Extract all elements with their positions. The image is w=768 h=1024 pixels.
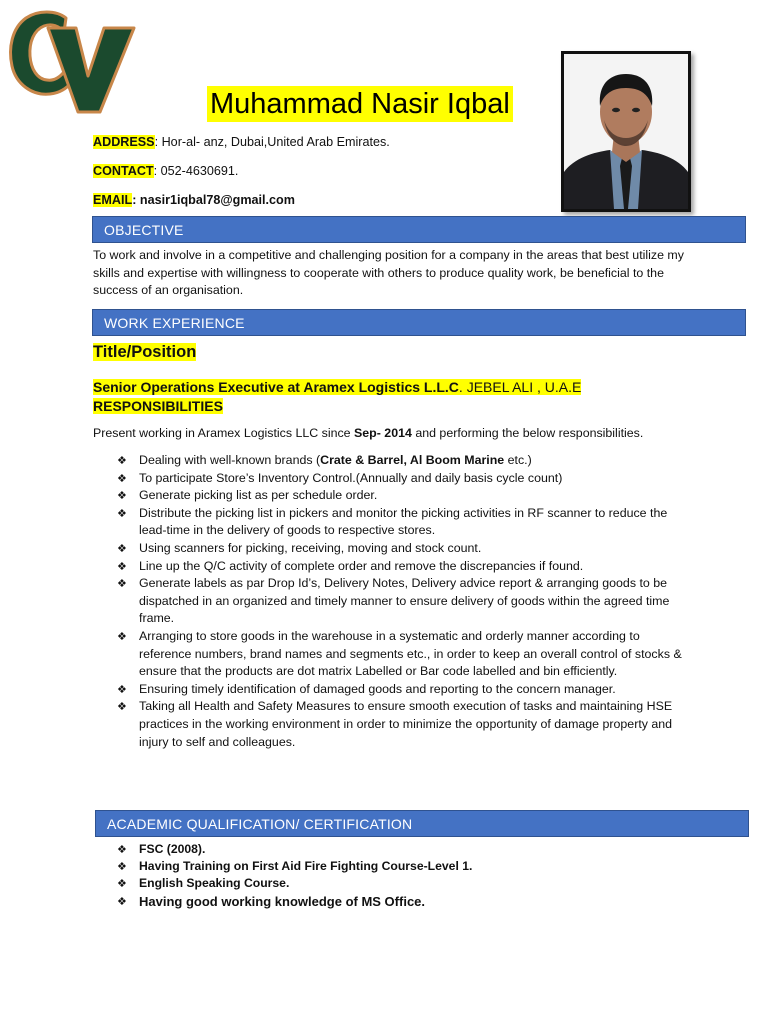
responsibilities-list: [117, 452, 687, 751]
list-item-text: Using scanners for picking, receiving, moving and stock count.: [139, 540, 482, 555]
list-item-text: Arranging to store goods in the warehouse in a systematic and orderly manner according to reference numbers, brand names and segments etc., in order to keep an overall control of stocks & ensure that the products are dot matrix Labelled or Bar code labelled and bin efficiently.: [139, 628, 682, 679]
list-item: [117, 858, 679, 875]
list-item-text: Ensuring timely identification of damaged goods and reporting to the concern manager.: [139, 681, 616, 696]
cv-logo: [4, 4, 138, 116]
list-item: [117, 505, 687, 540]
responsibilities-heading: [93, 397, 223, 416]
diamond-bullet-icon: ❖: [117, 454, 127, 467]
job-title-line: [93, 378, 581, 397]
list-item: [117, 893, 679, 910]
list-item: [117, 470, 687, 488]
diamond-bullet-icon: ❖: [117, 506, 127, 520]
portrait-photo: [561, 51, 691, 212]
address-line: [93, 134, 390, 150]
diamond-bullet-icon: ❖: [117, 877, 127, 891]
objective-text: To work and involve in a competitive and challenging position for a company in the areas that best utilize my skills and expertise with willingness to cooperate with others to produce quality work, be beneficial to the success of an organisation.: [93, 248, 684, 298]
list-item-text: To participate Store’s Inventory Control.(Annually and daily basis cycle count): [139, 470, 563, 485]
list-item: [117, 540, 687, 558]
address-label: ADDRESS: [93, 135, 155, 149]
diamond-bullet-icon: ❖: [117, 682, 127, 696]
present-working-line: [93, 425, 643, 441]
email-value: : nasir1iqbal78@gmail.com: [132, 193, 295, 207]
list-item-text: Having Training on First Aid Fire Fighting Course-Level 1.: [139, 859, 473, 874]
diamond-bullet-icon: ❖: [117, 559, 127, 573]
candidate-name: Muhammad Nasir Iqbal: [207, 86, 513, 122]
list-item: [117, 487, 687, 505]
list-item: [117, 841, 679, 858]
academic-list: [117, 841, 679, 910]
present-pre: Present working in Aramex Logistics LLC since: [93, 426, 355, 440]
list-item: [117, 558, 687, 576]
contact-label: CONTACT: [93, 164, 154, 178]
diamond-bullet-icon: ❖: [117, 541, 127, 555]
present-post: and performing the below responsibilities.: [411, 426, 644, 440]
present-date: Sep- 2014: [354, 426, 412, 440]
address-value: : Hor-al- anz, Dubai,United Arab Emirates.: [154, 135, 390, 149]
contact-value: : 052-4630691.: [153, 164, 239, 178]
list-item-text: Having good working knowledge of MS Office.: [139, 893, 426, 909]
diamond-bullet-icon: ❖: [117, 860, 127, 874]
list-item: [117, 681, 687, 699]
list-item-text: Generate labels as par Drop Id’s, Delivery Notes, Delivery advice report & arranging goods to be dispatched in an organized and timely manner to ensure delivery of goods within the agreed time frame.: [139, 576, 670, 626]
diamond-bullet-icon: ❖: [117, 577, 127, 591]
list-item-text: Taking all Health and Safety Measures to ensure smooth execution of tasks and maintaining HSE practices in the working environment in order to minimize the opportunity of damage property and injury to self and colleagues.: [139, 699, 673, 749]
list-item: [117, 452, 687, 470]
diamond-bullet-icon: ❖: [117, 629, 127, 643]
list-item: [117, 698, 687, 751]
list-item-text: Line up the Q/C activity of complete order and remove the discrepancies if found.: [139, 558, 584, 573]
list-item: [117, 575, 687, 628]
diamond-bullet-icon: ❖: [117, 489, 127, 503]
diamond-bullet-icon: ❖: [117, 700, 127, 714]
list-item-text: Distribute the picking list in pickers and monitor the picking activities in RF scanner to reduce the lead-time in the delivery of goods to respective stores.: [139, 505, 668, 538]
position-heading-text: Title/Position: [93, 343, 197, 361]
diamond-bullet-icon: ❖: [117, 894, 127, 908]
section-bar-academic: ACADEMIC QUALIFICATION/ CERTIFICATION: [95, 810, 749, 837]
diamond-bullet-icon: ❖: [117, 843, 127, 856]
email-line: [93, 192, 295, 208]
position-heading: [93, 343, 196, 362]
list-item: [117, 628, 687, 681]
job-title: Senior Operations Executive at Aramex Logistics L.L.C: [93, 379, 459, 395]
diamond-bullet-icon: ❖: [117, 471, 127, 485]
list-item-text: Generate picking list as per schedule order.: [139, 488, 378, 503]
list-item-text: Dealing with well-known brands (Crate & Barrel, Al Boom Marine etc.): [139, 453, 532, 467]
list-item: [117, 875, 679, 892]
responsibilities-heading-text: RESPONSIBILITIES: [93, 398, 223, 414]
job-location: . JEBEL ALI , U.A.E: [458, 379, 582, 395]
section-bar-objective: OBJECTIVE: [92, 216, 746, 243]
email-label: EMAIL: [93, 193, 133, 207]
section-bar-work-experience: WORK EXPERIENCE: [92, 309, 746, 336]
list-item-text: English Speaking Course.: [139, 876, 290, 891]
contact-line: [93, 163, 238, 179]
list-item-text: FSC (2008).: [139, 842, 206, 856]
